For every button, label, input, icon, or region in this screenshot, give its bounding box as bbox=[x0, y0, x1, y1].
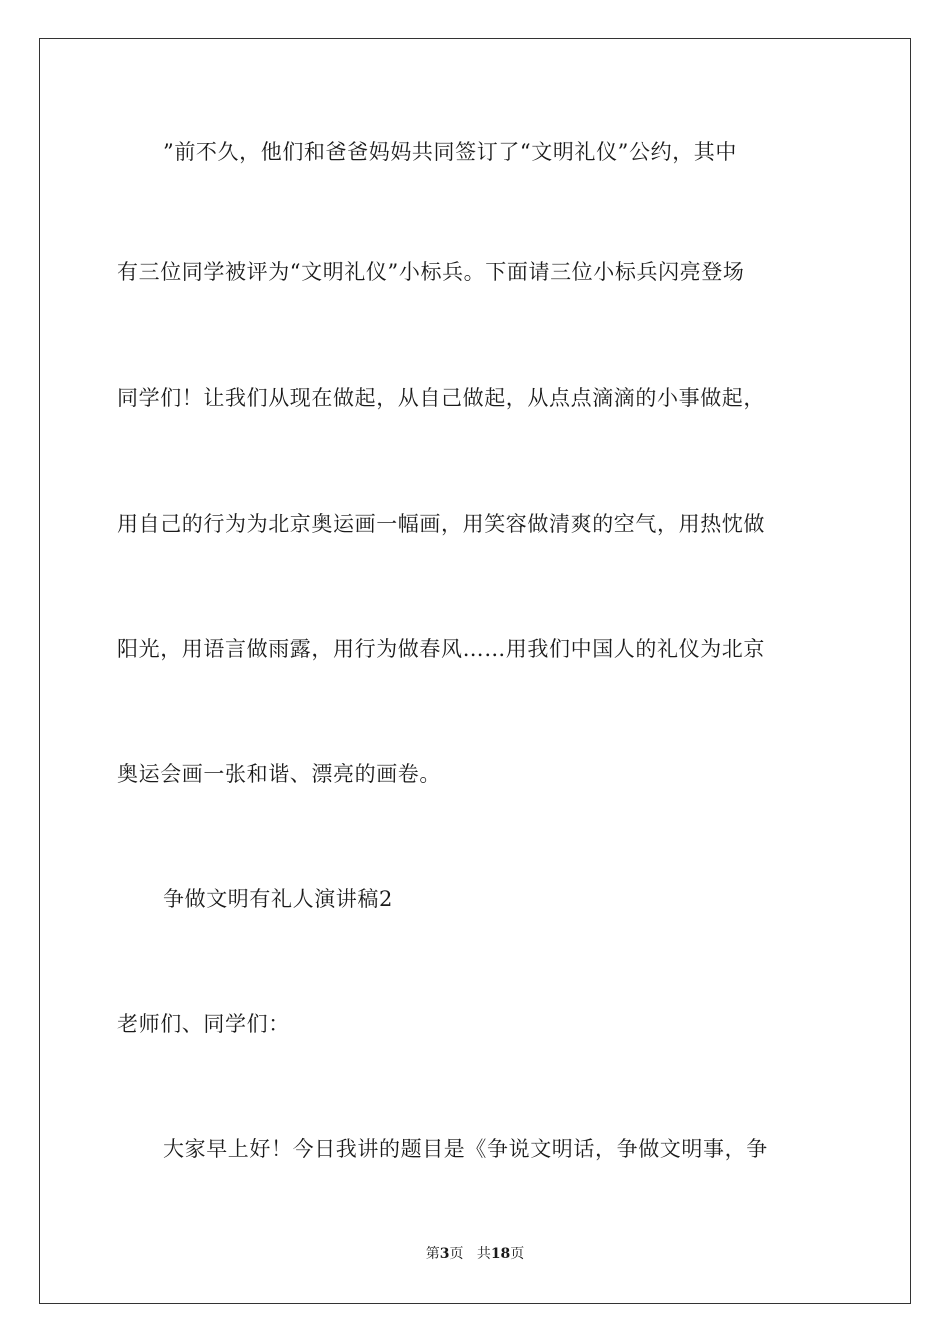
section-heading: 争做文明有礼人演讲稿2 bbox=[163, 887, 393, 911]
body-line-2: 有三位同学被评为“文明礼仪”小标兵。下面请三位小标兵闪亮登场 bbox=[117, 260, 745, 284]
body-line-7: 大家早上好！今日我讲的题目是《争说文明话，争做文明事，争 bbox=[163, 1137, 768, 1161]
body-line-5: 阳光，用语言做雨露，用行为做春风……用我们中国人的礼仪为北京 bbox=[117, 637, 765, 661]
body-line-3: 同学们！让我们从现在做起，从自己做起，从点点滴滴的小事做起， bbox=[117, 386, 765, 410]
page-number: 3 bbox=[439, 1246, 450, 1262]
total-pages: 18 bbox=[490, 1246, 511, 1262]
body-line-4: 用自己的行为为北京奥运画一幅画，用笑容做清爽的空气，用热忱做 bbox=[117, 512, 765, 536]
total-suffix: 页 bbox=[510, 1246, 525, 1262]
body-line-1: ”前不久，他们和爸爸妈妈共同签订了“文明礼仪”公约，其中 bbox=[163, 140, 738, 164]
salutation: 老师们、同学们： bbox=[117, 1012, 290, 1036]
body-line-6: 奥运会画一张和谐、漂亮的画卷。 bbox=[117, 762, 441, 786]
total-prefix: 共 bbox=[476, 1246, 491, 1262]
page-prefix: 第 bbox=[425, 1246, 440, 1262]
page-suffix: 页 bbox=[449, 1246, 464, 1262]
page-footer bbox=[0, 1244, 950, 1264]
page-border bbox=[39, 38, 911, 1304]
